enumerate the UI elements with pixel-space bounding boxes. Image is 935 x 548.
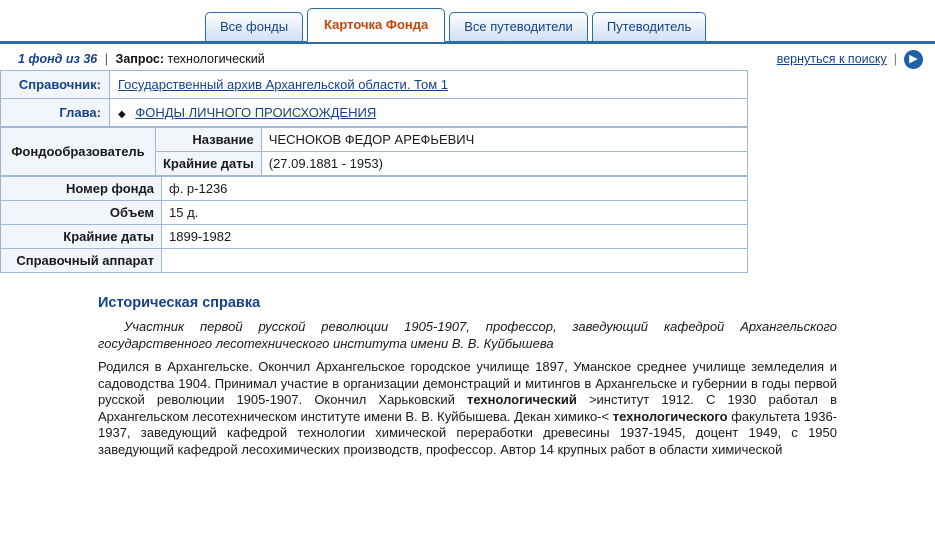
founder-name-row [1, 128, 748, 152]
query-label: Запрос: [115, 52, 165, 66]
tab-fund-card[interactable]: Карточка Фонда [307, 8, 445, 42]
guide-value-cell [110, 71, 748, 99]
back-to-search-group [777, 46, 923, 72]
table-row [1, 201, 748, 225]
back-separator: | [893, 52, 897, 66]
tab-all-funds[interactable]: Все фонды [205, 12, 303, 41]
guide-value-link[interactable]: Государственный архив Архангельской области. Том 1 [118, 77, 448, 92]
founder-dates-value: (27.09.1881 - 1953) [261, 152, 747, 176]
keyword-highlight-1: технологический [466, 392, 577, 407]
bullet-icon: ◆ [118, 109, 126, 120]
table-row [1, 249, 748, 273]
founder-label: Фондообразователь [1, 128, 156, 176]
back-to-search-link[interactable]: вернуться к поиску [776, 52, 887, 66]
table-row [1, 225, 748, 249]
historical-text-2: >институт 1912. С 1930 работал в Архангельском лесотехническом институте имени В. В. Куйбышева. Декан химико-< [98, 392, 837, 424]
next-arrow-icon[interactable]: ▶ [904, 50, 923, 69]
founder-name-value: ЧЕСНОКОВ ФЕДОР АРЕФЬЕВИЧ [261, 128, 747, 152]
historical-note-title: Историческая справка [98, 295, 261, 311]
historical-text-3: факультета 1936-1937, заведующий кафедрой технологии химической переработки древесины 1937-1945, доцент 1949, с 1950 заведующий кафедрой лесохимических производств, профессор. Автор 14 крупных работ в области химической [98, 408, 838, 457]
chapter-value-cell [110, 99, 748, 127]
founder-dates-label: Крайние даты [156, 152, 262, 176]
guide-header-table [0, 70, 748, 127]
chapter-label: Глава: [1, 99, 110, 127]
historical-lead: Участник первой русской революции 1905-1907, профессор, заведующий кафедрой Архангельского государственного лесотехнического института имени В. В. Куйбышева [98, 319, 837, 351]
historical-paragraph [98, 359, 837, 458]
query-value: технологический [167, 52, 265, 66]
fund-details-table [0, 176, 748, 273]
fund-reference-label: Справочный аппарат [1, 249, 162, 273]
table-row [1, 177, 748, 201]
fund-number-value: ф. р-1236 [162, 177, 748, 201]
keyword-highlight-2: технологического [612, 408, 728, 424]
fund-reference-value [162, 249, 748, 273]
tab-all-guides[interactable]: Все путеводители [449, 12, 588, 41]
fund-dates-value: 1899-1982 [162, 225, 748, 249]
tab-bar [0, 0, 935, 44]
historical-note-body [98, 319, 837, 458]
chapter-value-link[interactable]: ФОНДЫ ЛИЧНОГО ПРОИСХОЖДЕНИЯ [135, 105, 377, 120]
fund-volume-label: Объем [1, 201, 162, 225]
result-count: 1 фонд из 36 [18, 52, 98, 66]
query-separator: | [104, 52, 108, 66]
fund-number-label: Номер фонда [1, 177, 162, 201]
main-content [0, 70, 935, 458]
fund-dates-label: Крайние даты [1, 225, 162, 249]
tab-guide[interactable]: Путеводитель [592, 12, 706, 41]
historical-text-1: Родился в Архангельске. Окончил Архангельское городское училище 1897, Уманское среднее училище земледелия и садоводства 1904. Принимал участие в организации демонстраций и митингов в Архангельске и губернии в годы первой русской революции 1905-1907. Окончил Харьковский [98, 359, 837, 407]
fund-volume-value: 15 д. [162, 201, 748, 225]
query-bar [0, 44, 935, 70]
tab-list [205, 7, 706, 41]
founder-name-label: Название [156, 128, 262, 152]
guide-row [1, 71, 748, 99]
chapter-row [1, 99, 748, 127]
founder-table [0, 127, 748, 176]
guide-label: Справочник: [1, 71, 110, 99]
